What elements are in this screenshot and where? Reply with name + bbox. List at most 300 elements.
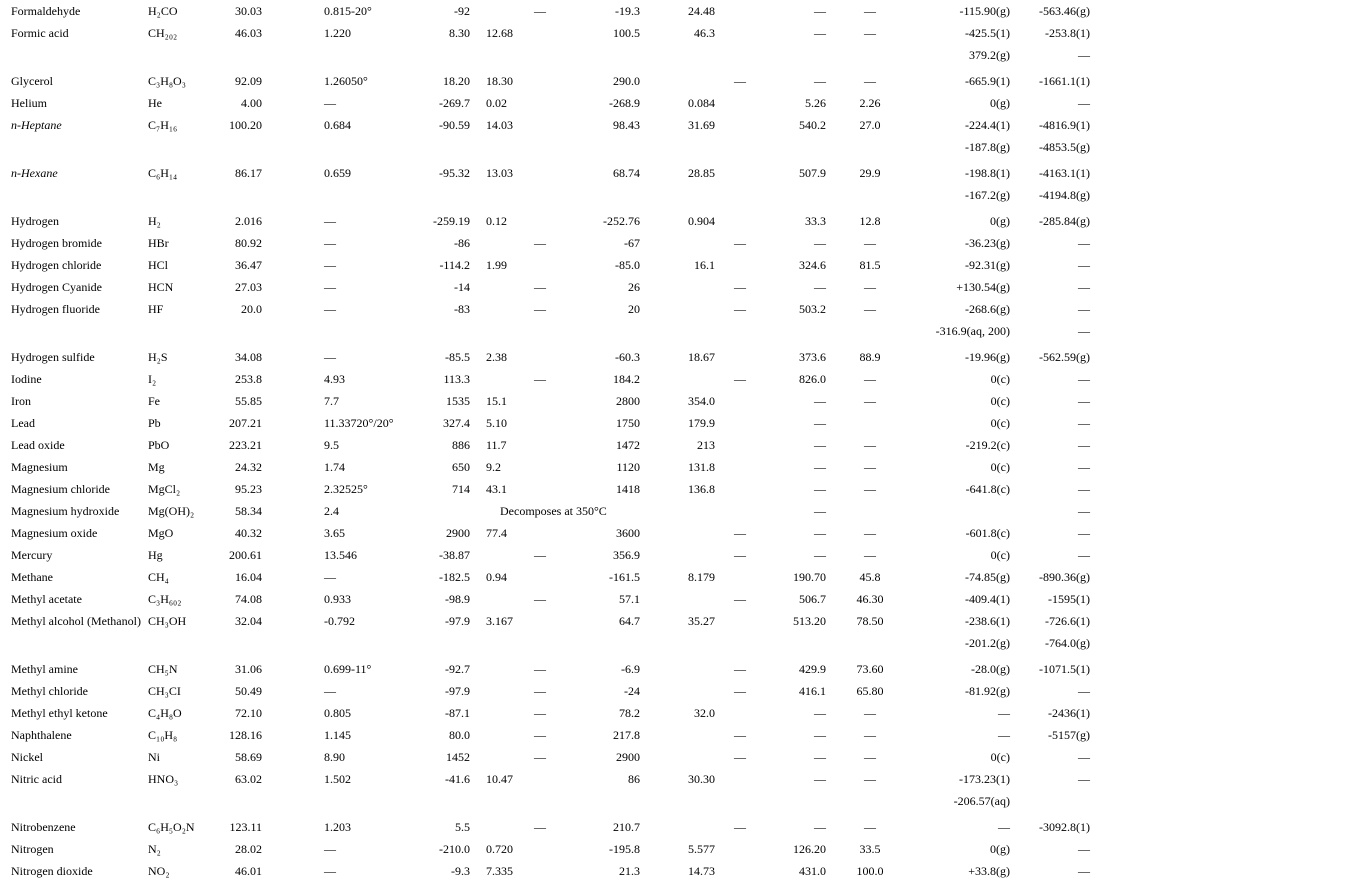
decomposition-note: Decomposes at 350°C — [500, 504, 607, 518]
table-row — [0, 768, 1349, 790]
critical-pressure: 46.30 — [856, 592, 884, 606]
formula: HF — [148, 302, 164, 316]
heat-of-fusion-dash: — — [534, 548, 546, 562]
formula: C₄H₈O — [148, 706, 182, 720]
boiling-point: -60.3 — [615, 350, 640, 364]
formula: C₇H₁₆ — [148, 118, 178, 132]
molecular-weight: 4.00 — [241, 96, 262, 110]
critical-temperature: — — [814, 526, 826, 540]
heat-of-vaporization-dash: — — [734, 548, 746, 562]
heat-of-vaporization: 5.577 — [688, 842, 715, 856]
heat-of-fusion: 11.7 — [486, 438, 507, 452]
melting-point: -87.1 — [445, 706, 470, 720]
heat-of-combustion: — — [1078, 842, 1090, 856]
heat-of-combustion: -562.59(g) — [1039, 350, 1090, 364]
specific-gravity: 1.26050° — [324, 74, 368, 88]
heat-of-combustion: — — [1078, 394, 1090, 408]
heat-of-formation: 0(g) — [990, 214, 1010, 228]
heat-of-combustion: — — [1078, 772, 1090, 786]
compound-name: Iodine — [11, 372, 42, 386]
specific-gravity: 8.90 — [324, 750, 345, 764]
compound-name: Magnesium — [11, 460, 68, 474]
boiling-point: -195.8 — [609, 842, 640, 856]
compound-name: Magnesium hydroxide — [11, 504, 120, 518]
compound-name: Hydrogen — [11, 214, 59, 228]
formula: Fe — [148, 394, 160, 408]
formula: MgO — [148, 526, 174, 540]
critical-pressure: — — [864, 548, 876, 562]
molecular-weight: 207.21 — [229, 416, 262, 430]
boiling-point: -19.3 — [615, 4, 640, 18]
specific-gravity: 1.145 — [324, 728, 351, 742]
heat-of-combustion: — — [1078, 504, 1090, 518]
heat-of-combustion: — — [1078, 96, 1090, 110]
molecular-weight: 95.23 — [235, 482, 262, 496]
formula: He — [148, 96, 162, 110]
heat-of-vaporization: 0.084 — [688, 96, 715, 110]
boiling-point: 2800 — [616, 394, 640, 408]
heat-of-vaporization-dash: — — [734, 526, 746, 540]
heat-of-fusion: 5.10 — [486, 416, 507, 430]
molecular-weight: 80.92 — [235, 236, 262, 250]
heat-of-formation: -201.2(g) — [965, 636, 1010, 650]
heat-of-formation: — — [998, 706, 1010, 720]
compound-name: n-Hexane — [11, 166, 58, 180]
critical-temperature: 513.20 — [793, 614, 826, 628]
boiling-point: 290.0 — [613, 74, 640, 88]
compound-name: Methyl alcohol (Methanol) — [11, 614, 141, 628]
heat-of-vaporization: 28.85 — [688, 166, 715, 180]
compound-name: Nitrobenzene — [11, 820, 76, 834]
formula: C₆H₅O₂N — [148, 820, 195, 834]
heat-of-combustion: -253.8(1) — [1045, 26, 1090, 40]
heat-of-formation: 0(c) — [990, 460, 1010, 474]
molecular-weight: 55.85 — [235, 394, 262, 408]
heat-of-formation: +130.54(g) — [956, 280, 1010, 294]
heat-of-vaporization: 131.8 — [688, 460, 715, 474]
critical-pressure: — — [864, 4, 876, 18]
melting-point: -83 — [454, 302, 470, 316]
heat-of-formation: -316.9(aq, 200) — [935, 324, 1010, 338]
heat-of-formation: 0(c) — [990, 548, 1010, 562]
specific-gravity: 1.74 — [324, 460, 345, 474]
critical-pressure: — — [864, 394, 876, 408]
boiling-point: 78.2 — [619, 706, 640, 720]
specific-gravity: 0.684 — [324, 118, 351, 132]
heat-of-formation: -601.8(c) — [965, 526, 1010, 540]
molecular-weight: 32.04 — [235, 614, 262, 628]
compound-name: Nitric acid — [11, 772, 62, 786]
formula: H₂CO — [148, 4, 178, 18]
heat-of-vaporization-dash: — — [734, 750, 746, 764]
table-row — [0, 22, 1349, 44]
critical-temperature: — — [814, 4, 826, 18]
melting-point: -92 — [454, 4, 470, 18]
table-row — [0, 816, 1349, 838]
heat-of-combustion: -764.0(g) — [1045, 636, 1090, 650]
heat-of-combustion: — — [1078, 280, 1090, 294]
boiling-point: 210.7 — [613, 820, 640, 834]
formula: H₂S — [148, 350, 168, 364]
heat-of-formation: -92.31(g) — [965, 258, 1010, 272]
heat-of-fusion: 0.12 — [486, 214, 507, 228]
boiling-point: 20 — [628, 302, 640, 316]
molecular-weight: 20.0 — [241, 302, 262, 316]
critical-temperature: — — [814, 26, 826, 40]
table-row — [0, 298, 1349, 320]
heat-of-formation: — — [998, 728, 1010, 742]
formula: Mg(OH)₂ — [148, 504, 195, 518]
heat-of-fusion: 13.03 — [486, 166, 513, 180]
heat-of-combustion: -4194.8(g) — [1039, 188, 1090, 202]
table-row — [0, 0, 1349, 22]
boiling-point: 68.74 — [613, 166, 640, 180]
table-row — [0, 434, 1349, 456]
heat-of-formation: -238.6(1) — [965, 614, 1010, 628]
formula: H₂ — [148, 214, 161, 228]
critical-pressure: — — [864, 26, 876, 40]
critical-temperature: — — [814, 820, 826, 834]
table-row — [0, 588, 1349, 610]
critical-temperature: 431.0 — [799, 864, 826, 878]
heat-of-formation: 0(g) — [990, 96, 1010, 110]
formula: PbO — [148, 438, 170, 452]
molecular-weight: 72.10 — [235, 706, 262, 720]
heat-of-fusion: 18.30 — [486, 74, 513, 88]
heat-of-combustion: -285.84(g) — [1039, 214, 1090, 228]
heat-of-combustion: — — [1078, 372, 1090, 386]
heat-of-fusion-dash: — — [534, 750, 546, 764]
melting-point: -97.9 — [445, 684, 470, 698]
boiling-point: 184.2 — [613, 372, 640, 386]
formula: CH₃OH — [148, 614, 187, 628]
critical-temperature: — — [814, 706, 826, 720]
heat-of-formation: 0(c) — [990, 394, 1010, 408]
molecular-weight: 46.01 — [235, 864, 262, 878]
heat-of-fusion-dash: — — [534, 728, 546, 742]
heat-of-formation: -173.23(1) — [959, 772, 1010, 786]
formula: HNO₃ — [148, 772, 179, 786]
specific-gravity: — — [324, 214, 336, 228]
melting-point: 886 — [452, 438, 470, 452]
melting-point: -259.19 — [433, 214, 470, 228]
table-row — [0, 162, 1349, 184]
melting-point: 8.30 — [449, 26, 470, 40]
molecular-weight: 2.016 — [235, 214, 262, 228]
table-row — [0, 254, 1349, 276]
formula: Ni — [148, 750, 160, 764]
boiling-point: 26 — [628, 280, 640, 294]
formula: HCN — [148, 280, 174, 294]
molecular-weight: 253.8 — [235, 372, 262, 386]
heat-of-vaporization: 14.73 — [688, 864, 715, 878]
boiling-point: -6.9 — [621, 662, 640, 676]
compound-name: Hydrogen fluoride — [11, 302, 100, 316]
table-row — [0, 746, 1349, 768]
heat-of-combustion: — — [1078, 526, 1090, 540]
heat-of-combustion: — — [1078, 258, 1090, 272]
heat-of-formation: -19.96(g) — [965, 350, 1010, 364]
heat-of-combustion: -1595(1) — [1048, 592, 1090, 606]
compound-name: Methyl ethyl ketone — [11, 706, 108, 720]
formula: Pb — [148, 416, 161, 430]
melting-point: -97.9 — [445, 614, 470, 628]
heat-of-formation: 379.2(g) — [969, 48, 1010, 62]
boiling-point: 100.5 — [613, 26, 640, 40]
molecular-weight: 36.47 — [235, 258, 262, 272]
melting-point: 327.4 — [443, 416, 470, 430]
heat-of-combustion: — — [1078, 684, 1090, 698]
critical-pressure: 27.0 — [859, 118, 881, 132]
compound-name: Methyl chloride — [11, 684, 88, 698]
specific-gravity: 2.32525° — [324, 482, 368, 496]
melting-point: -114.2 — [439, 258, 470, 272]
heat-of-combustion: -2436(1) — [1048, 706, 1090, 720]
formula: Hg — [148, 548, 163, 562]
critical-pressure: 2.26 — [859, 96, 881, 110]
table-row — [0, 522, 1349, 544]
compound-name: Lead — [11, 416, 35, 430]
critical-temperature: 190.70 — [793, 570, 826, 584]
heat-of-fusion: 2.38 — [486, 350, 507, 364]
table-row — [0, 658, 1349, 680]
boiling-point: 98.43 — [613, 118, 640, 132]
heat-of-fusion-dash: — — [534, 684, 546, 698]
compound-name: Methyl acetate — [11, 592, 82, 606]
formula: C₃H₆₀₂ — [148, 592, 182, 606]
heat-of-formation: -115.90(g) — [959, 4, 1010, 18]
molecular-weight: 74.08 — [235, 592, 262, 606]
heat-of-combustion: -4816.9(1) — [1039, 118, 1090, 132]
table-row — [0, 632, 1349, 654]
molecular-weight: 63.02 — [235, 772, 262, 786]
compound-name: Magnesium chloride — [11, 482, 110, 496]
heat-of-vaporization-dash: — — [734, 280, 746, 294]
compound-name: Lead oxide — [11, 438, 65, 452]
heat-of-formation: 0(g) — [990, 842, 1010, 856]
molecular-weight: 24.32 — [235, 460, 262, 474]
table-row — [0, 478, 1349, 500]
table-row — [0, 320, 1349, 342]
molecular-weight: 34.08 — [235, 350, 262, 364]
compound-name: Iron — [11, 394, 31, 408]
specific-gravity: 9.5 — [324, 438, 339, 452]
melting-point: 2900 — [446, 526, 470, 540]
table-row — [0, 136, 1349, 158]
critical-pressure: 73.60 — [856, 662, 884, 676]
molecular-weight: 128.16 — [229, 728, 262, 742]
table-row — [0, 44, 1349, 66]
melting-point: -85.5 — [445, 350, 470, 364]
heat-of-vaporization-dash: — — [734, 592, 746, 606]
critical-temperature: 429.9 — [799, 662, 826, 676]
melting-point: -98.9 — [445, 592, 470, 606]
heat-of-formation: -198.8(1) — [965, 166, 1010, 180]
specific-gravity: 1.220 — [324, 26, 351, 40]
critical-pressure: 78.50 — [856, 614, 884, 628]
heat-of-fusion: 77.4 — [486, 526, 507, 540]
table-row — [0, 232, 1349, 254]
boiling-point: -161.5 — [609, 570, 640, 584]
heat-of-vaporization: 35.27 — [688, 614, 715, 628]
molecular-weight: 16.04 — [235, 570, 262, 584]
heat-of-vaporization-dash: — — [734, 302, 746, 316]
melting-point: -92.7 — [445, 662, 470, 676]
table-row — [0, 276, 1349, 298]
table-row — [0, 92, 1349, 114]
formula: CH₅N — [148, 662, 178, 676]
critical-pressure: — — [864, 728, 876, 742]
specific-gravity: 0.659 — [324, 166, 351, 180]
boiling-point: 2900 — [616, 750, 640, 764]
heat-of-vaporization: 354.0 — [688, 394, 715, 408]
critical-temperature: 540.2 — [799, 118, 826, 132]
specific-gravity: — — [324, 842, 336, 856]
molecular-weight: 223.21 — [229, 438, 262, 452]
heat-of-combustion: -1661.1(1) — [1039, 74, 1090, 88]
heat-of-fusion-dash: — — [534, 706, 546, 720]
boiling-point: -252.76 — [603, 214, 640, 228]
heat-of-vaporization: 179.9 — [688, 416, 715, 430]
boiling-point: 1120 — [616, 460, 640, 474]
critical-temperature: — — [814, 280, 826, 294]
heat-of-combustion: — — [1078, 324, 1090, 338]
critical-pressure: 45.8 — [859, 570, 881, 584]
formula: CH₂₀₂ — [148, 26, 178, 40]
heat-of-formation: -187.8(g) — [965, 140, 1010, 154]
critical-temperature: — — [814, 460, 826, 474]
boiling-point: 21.3 — [619, 864, 640, 878]
heat-of-vaporization: 213 — [697, 438, 715, 452]
heat-of-formation: -219.2(c) — [965, 438, 1010, 452]
melting-point: 714 — [452, 482, 470, 496]
melting-point: 1535 — [446, 394, 470, 408]
critical-pressure: — — [864, 438, 876, 452]
heat-of-fusion: 0.02 — [486, 96, 507, 110]
heat-of-formation: -74.85(g) — [965, 570, 1010, 584]
heat-of-formation: -268.6(g) — [965, 302, 1010, 316]
heat-of-vaporization: 31.69 — [688, 118, 715, 132]
critical-temperature: — — [814, 772, 826, 786]
heat-of-combustion: — — [1078, 864, 1090, 878]
critical-temperature: — — [814, 236, 826, 250]
heat-of-vaporization: 18.67 — [688, 350, 715, 364]
melting-point: -38.87 — [439, 548, 470, 562]
specific-gravity: 13.546 — [324, 548, 357, 562]
specific-gravity: 1.502 — [324, 772, 351, 786]
critical-temperature: 126.20 — [793, 842, 826, 856]
boiling-point: -67 — [624, 236, 640, 250]
specific-gravity: 7.7 — [324, 394, 339, 408]
formula: I₂ — [148, 372, 157, 386]
heat-of-combustion: -3092.8(1) — [1039, 820, 1090, 834]
heat-of-combustion: — — [1078, 548, 1090, 562]
critical-temperature: — — [814, 728, 826, 742]
heat-of-vaporization-dash: — — [734, 684, 746, 698]
table-row — [0, 456, 1349, 478]
heat-of-fusion: 7.335 — [486, 864, 513, 878]
heat-of-formation: -167.2(g) — [965, 188, 1010, 202]
compound-name: Hydrogen sulfide — [11, 350, 95, 364]
heat-of-fusion-dash: — — [534, 592, 546, 606]
specific-gravity: — — [324, 96, 336, 110]
heat-of-vaporization-dash: — — [734, 74, 746, 88]
molecular-weight: 46.03 — [235, 26, 262, 40]
table-row — [0, 860, 1349, 882]
critical-temperature: — — [814, 394, 826, 408]
heat-of-fusion: 0.94 — [486, 570, 507, 584]
heat-of-vaporization: 24.48 — [688, 4, 715, 18]
formula: C₁₀H₈ — [148, 728, 178, 742]
table-row — [0, 346, 1349, 368]
heat-of-fusion: 12.68 — [486, 26, 513, 40]
table-row — [0, 790, 1349, 812]
heat-of-formation: -641.8(c) — [965, 482, 1010, 496]
boiling-point: 1750 — [616, 416, 640, 430]
molecular-weight: 58.69 — [235, 750, 262, 764]
table-row — [0, 390, 1349, 412]
molecular-weight: 92.09 — [235, 74, 262, 88]
melting-point: 5.5 — [455, 820, 470, 834]
heat-of-combustion: — — [1078, 482, 1090, 496]
heat-of-fusion-dash: — — [534, 372, 546, 386]
heat-of-fusion-dash: — — [534, 280, 546, 294]
melting-point: -182.5 — [439, 570, 470, 584]
boiling-point: -268.9 — [609, 96, 640, 110]
critical-pressure: — — [864, 482, 876, 496]
melting-point: 18.20 — [443, 74, 470, 88]
critical-temperature: — — [814, 416, 826, 430]
melting-point: -95.32 — [439, 166, 470, 180]
boiling-point: 1418 — [616, 482, 640, 496]
specific-gravity: — — [324, 302, 336, 316]
specific-gravity: — — [324, 236, 336, 250]
table-row — [0, 412, 1349, 434]
critical-temperature: 33.3 — [805, 214, 826, 228]
heat-of-fusion-dash: — — [534, 302, 546, 316]
critical-temperature: 506.7 — [799, 592, 826, 606]
formula: C₃H₈O₃ — [148, 74, 186, 88]
heat-of-combustion: — — [1078, 750, 1090, 764]
boiling-point: -24 — [624, 684, 640, 698]
heat-of-fusion: 3.167 — [486, 614, 513, 628]
table-row — [0, 838, 1349, 860]
compound-name: Nitrogen — [11, 842, 54, 856]
compound-name: Hydrogen chloride — [11, 258, 102, 272]
heat-of-combustion: — — [1078, 302, 1090, 316]
heat-of-fusion-dash: — — [534, 236, 546, 250]
molecular-weight: 27.03 — [235, 280, 262, 294]
table-row — [0, 724, 1349, 746]
compound-name: Formic acid — [11, 26, 69, 40]
boiling-point: 356.9 — [613, 548, 640, 562]
heat-of-formation: 0(c) — [990, 750, 1010, 764]
compound-name: Methyl amine — [11, 662, 78, 676]
heat-of-formation: -28.0(g) — [971, 662, 1010, 676]
heat-of-fusion-dash: — — [534, 820, 546, 834]
formula: N₂ — [148, 842, 161, 856]
heat-of-formation: -206.57(aq) — [953, 794, 1010, 808]
heat-of-formation: 0(c) — [990, 372, 1010, 386]
table-row — [0, 210, 1349, 232]
heat-of-vaporization: 16.1 — [694, 258, 715, 272]
heat-of-fusion: 14.03 — [486, 118, 513, 132]
critical-temperature: — — [814, 504, 826, 518]
critical-pressure: 29.9 — [859, 166, 881, 180]
heat-of-formation: +33.8(g) — [968, 864, 1010, 878]
heat-of-fusion: 0.720 — [486, 842, 513, 856]
specific-gravity: — — [324, 684, 336, 698]
